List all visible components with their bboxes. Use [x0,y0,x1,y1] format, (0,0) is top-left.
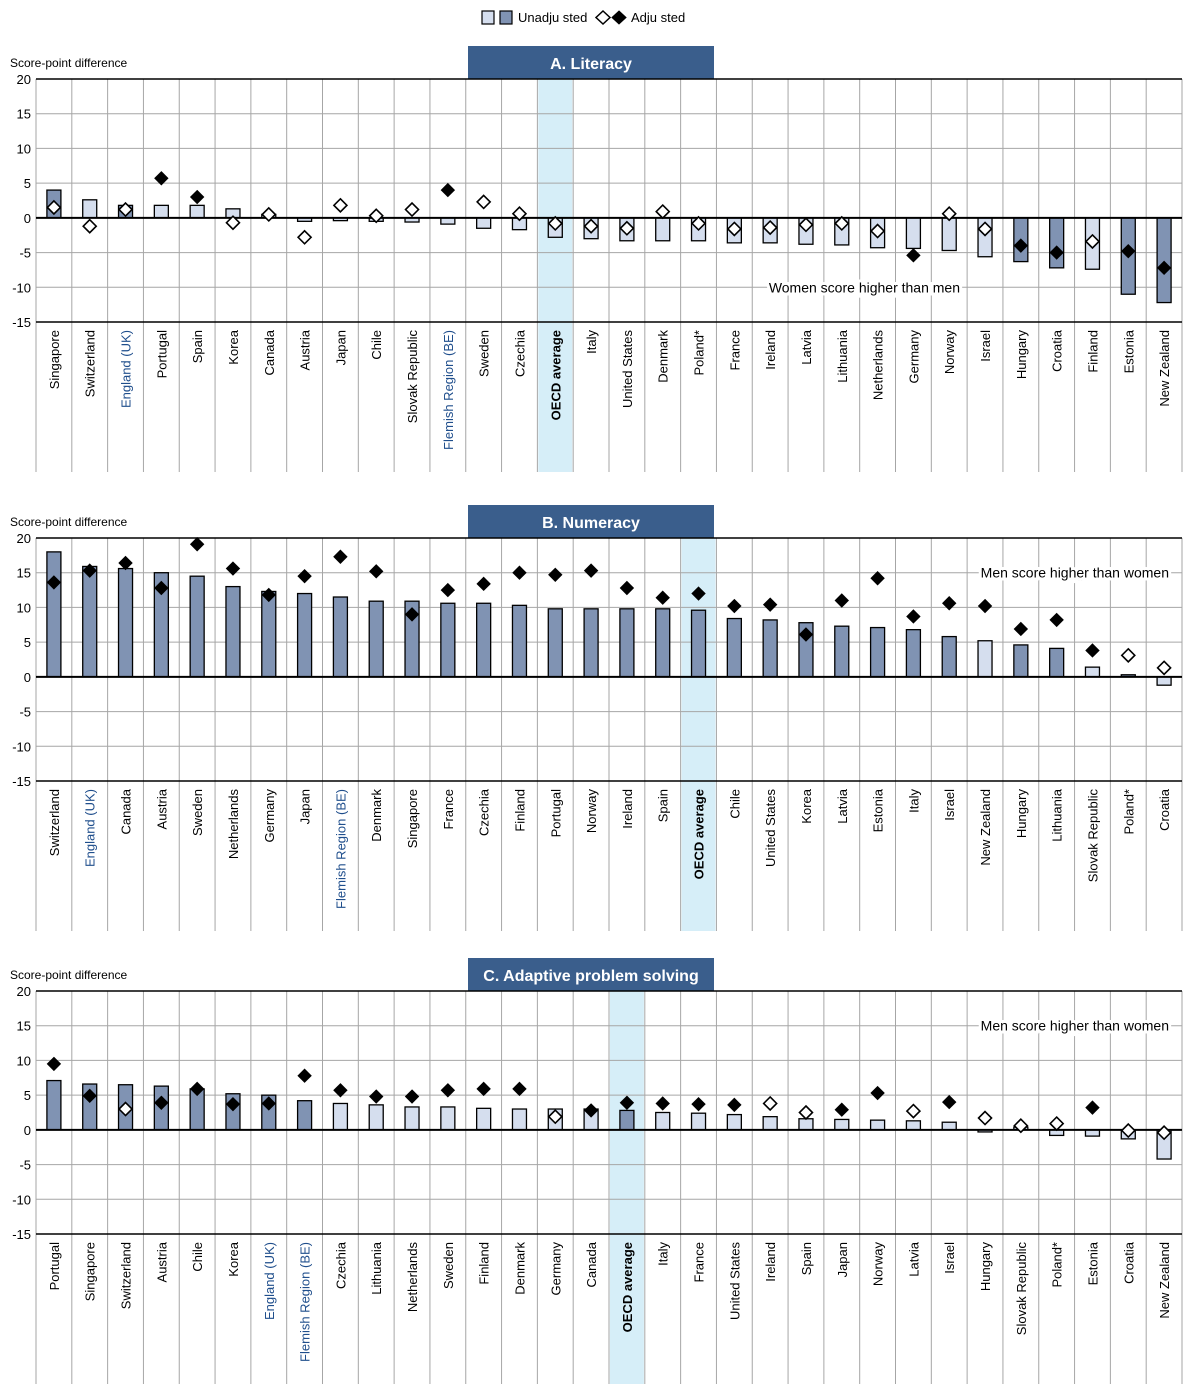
panel-b-category-label: Israel [942,789,958,821]
panel-c-category-label: Sweden [440,1242,456,1289]
panel-b-marker-adjusted-filled [835,594,848,607]
panel-a-bar-unadjusted [154,205,168,217]
panel-c-bar-unadjusted [369,1105,383,1130]
panel-b-category-label: Poland* [1121,789,1137,835]
panel-b-category-label: Croatia [1157,789,1173,831]
panel-a-y-axis-label: Score-point difference [10,56,128,70]
chart-legend [0,4,1186,28]
panel-b-bar-unadjusted [1050,648,1064,676]
panel-a-category-label: OECD average [548,330,564,421]
panel-a-category-label: Austria [297,330,313,371]
panel-c-category-label: Singapore [82,1242,98,1302]
panel-b-y-tick-label: 10 [16,600,31,616]
panel-c-bar-unadjusted [441,1107,455,1130]
panel-a-bar-unadjusted [656,218,670,241]
panel-b-category-label: Spain [655,789,671,823]
panel-b-bar-unadjusted [477,603,491,677]
panel-b-category-label: Estonia [870,789,886,833]
panel-c-category-label: Lithuania [369,1242,385,1295]
panel-b-bar-unadjusted [835,626,849,677]
panel-b-bar-unadjusted [727,619,741,677]
panel-c-marker-adjusted-hollow [907,1105,920,1118]
panel-b-bar-unadjusted [763,620,777,677]
panel-b-category-label: OECD average [691,789,707,880]
panel-c-panel-title: C. Adaptive problem solving [483,968,699,985]
panel-a-y-tick-label: 0 [23,210,31,226]
panel-a-category-label: Portugal [154,330,170,379]
panel-a-y-tick-label: 10 [16,141,31,157]
panel-c-y-tick-label: 0 [23,1122,31,1138]
panel-b-category-label: Finland [512,789,528,832]
panel-a-bar-unadjusted [906,218,920,249]
panel-a-bar-unadjusted [1157,218,1171,303]
panel-c-category-label: Czechia [333,1242,349,1289]
panel-c-bar-unadjusted [298,1101,312,1130]
panel-a-bar-unadjusted [83,200,97,218]
panel-b-bar-unadjusted [226,587,240,677]
panel-c-bar-unadjusted [620,1110,634,1129]
panel-a-annotation-text [769,279,960,295]
panel-a-annotation-before: Women score [768,279,859,296]
panel-c-category-label: New Zealand [1157,1242,1173,1319]
panel-c-category-label: Latvia [906,1242,922,1277]
panel-b-marker-adjusted-filled [585,564,598,577]
panel-b-category-label: United States [763,789,779,868]
panel-b-marker-adjusted-filled [298,570,311,583]
panel-b-bar-unadjusted [978,641,992,677]
panel-a-marker-adjusted-hollow [262,208,275,221]
panel-a-marker-adjusted-hollow [298,231,311,244]
panel-a-annotation-after: than men [897,279,960,296]
panel-b-annotation-text [981,565,1169,581]
panel-c-marker-adjusted-filled [943,1096,956,1109]
panel-b-category-label: Hungary [1013,789,1029,839]
panel-c-category-label: Slovak Republic [1013,1242,1029,1336]
panel-a-category-label: Poland* [691,330,707,376]
panel-a-marker-adjusted-filled [907,249,920,262]
panel-c-marker-adjusted-filled [692,1098,705,1111]
panel-b-bar-unadjusted [1157,677,1171,685]
panel-c-marker-adjusted-filled [406,1090,419,1103]
panel-a-category-label: Italy [584,330,600,354]
panel-c-category-label: OECD average [619,1242,635,1333]
panel-b-category-label: Germany [261,789,277,843]
panel-literacy [0,32,1186,482]
panel-b-category-label: Czechia [476,789,492,836]
panel-b-y-tick-label: 5 [23,635,31,651]
panel-b-bar-unadjusted [584,609,598,677]
panel-c-annotation-after: than women [1088,1017,1169,1034]
panel-b-y-tick-label: -5 [19,704,31,720]
panel-c-bar-unadjusted [763,1117,777,1130]
panel-c-marker-adjusted-filled [513,1082,526,1095]
panel-a-category-label: Spain [190,330,206,364]
panel-b-y-axis-label: Score-point difference [10,515,128,529]
panel-b-bar-unadjusted [298,594,312,677]
panel-b-category-label: Korea [798,789,814,824]
panel-c-annotation-emphasis: higher [1049,1017,1089,1034]
panel-a-panel-title: A. Literacy [550,56,632,73]
panel-a-category-label: Czechia [512,330,528,377]
panel-b-category-label: France [440,789,456,830]
panel-c-category-label: Hungary [978,1242,994,1292]
panel-b-category-label: Switzerland [46,789,62,857]
panel-a-category-label: Germany [906,330,922,384]
panel-c-marker-adjusted-filled [298,1069,311,1082]
panel-a-category-label: Netherlands [870,330,886,401]
panel-c-category-label: Korea [225,1242,241,1277]
panel-c-bar-unadjusted [871,1120,885,1130]
panel-a-category-label: Japan [333,330,349,366]
panel-b-category-label: Canada [118,789,134,835]
panel-b-marker-adjusted-filled [370,565,383,578]
panel-a-category-label: Hungary [1013,330,1029,380]
panel-b-category-label: Sweden [190,789,206,836]
panel-c-bar-unadjusted [727,1115,741,1130]
panel-a-bar-unadjusted [1050,218,1064,268]
panel-a-y-tick-label: 5 [23,176,31,192]
panel-a-marker-adjusted-hollow [83,220,96,233]
panel-c-y-tick-label: 10 [16,1053,31,1069]
panel-c-annotation-before: Men score [980,1017,1050,1034]
panel-b-category-label: Norway [584,789,600,834]
panel-b-category-label: New Zealand [978,789,994,866]
panel-b-bar-unadjusted [262,591,276,676]
panel-b-marker-adjusted-filled [1050,613,1063,626]
panel-a-marker-adjusted-hollow [406,203,419,216]
panel-a-y-tick-label: 20 [16,72,31,87]
panel-b-marker-adjusted-filled [728,600,741,613]
panel-b-bar-unadjusted [942,637,956,677]
legend-hollow-diamond-icon [596,11,610,24]
legend-filled-diamond-icon [612,11,626,24]
panel-a-category-label: Croatia [1049,330,1065,372]
panel-b-category-label: Japan [297,789,313,825]
panel-b-category-label: Denmark [369,789,385,842]
panel-b-bar-unadjusted [83,566,97,676]
panel-a-category-label: United States [619,330,635,409]
panel-c-marker-adjusted-hollow [1050,1117,1063,1130]
panel-c-category-label: France [691,1242,707,1283]
panel-c-category-label: Estonia [1085,1242,1101,1286]
panel-a-category-label: Latvia [798,330,814,365]
panel-c-bar-unadjusted [47,1081,61,1130]
panel-c-category-label: Denmark [512,1242,528,1295]
panel-c-marker-adjusted-hollow [764,1097,777,1110]
panel-b-marker-adjusted-filled [656,591,669,604]
panel-adaptive-problem-solving [0,944,1186,1394]
panel-b-y-tick-label: 15 [16,565,31,581]
legend-adjusted-label: Adju sted [631,10,686,25]
panel-b-bar-unadjusted [548,609,562,677]
panel-a-marker-adjusted-filled [191,191,204,204]
panel-a-category-label: Finland [1085,330,1101,373]
panel-a-category-label: Denmark [655,330,671,383]
panel-b-marker-adjusted-filled [119,556,132,569]
panel-a-y-tick-label: -5 [19,245,31,261]
panel-b-bar-unadjusted [512,605,526,677]
panel-a-marker-adjusted-hollow [656,205,669,218]
panel-b-annotation-emphasis: higher [1049,564,1089,581]
panel-c-bar-unadjusted [333,1103,347,1129]
panel-c-category-label: Canada [584,1242,600,1288]
panel-b-bar-unadjusted [369,601,383,677]
panel-numeracy [0,491,1186,941]
panel-c-category-label: Portugal [46,1242,62,1291]
panel-a-category-label: Switzerland [82,330,98,398]
panel-a-category-label: Chile [369,330,385,360]
panel-a-category-label: Sweden [476,330,492,377]
panel-b-bar-unadjusted [906,630,920,677]
panel-b-annotation-before: Men score [980,564,1050,581]
panel-b-category-label: Latvia [834,789,850,824]
panel-c-y-tick-label: 5 [23,1088,31,1104]
panel-b-bar-unadjusted [692,610,706,677]
panel-b-marker-adjusted-filled [620,581,633,594]
panel-b-bar-unadjusted [1014,645,1028,677]
panel-b-marker-adjusted-hollow [1158,661,1171,674]
panel-c-marker-adjusted-filled [47,1057,60,1070]
panel-a-annotation-emphasis: higher [858,279,898,296]
panel-c-y-tick-label: 15 [16,1018,31,1034]
panel-b-bar-unadjusted [1085,667,1099,677]
panel-a-category-label: Korea [225,330,241,365]
panel-b-category-label: Portugal [548,789,564,838]
panel-c-marker-adjusted-filled [370,1090,383,1103]
panel-a-category-label: Norway [942,330,958,375]
panel-c-y-tick-label: 20 [16,984,31,999]
panel-c-marker-adjusted-filled [835,1103,848,1116]
panel-c-marker-adjusted-filled [871,1087,884,1100]
panel-b-category-label: Lithuania [1049,789,1065,842]
panel-a-category-label: New Zealand [1157,330,1173,407]
panel-b-category-label: Italy [906,789,922,813]
panel-a-y-tick-label: -10 [12,280,31,296]
panel-b-y-tick-label: 0 [23,669,31,685]
panel-c-category-label: Italy [655,1242,671,1266]
panel-a-category-label: Singapore [46,330,62,390]
panel-a-bar-unadjusted [477,218,491,228]
panel-c-category-label: England (UK) [261,1242,277,1321]
panel-b-marker-adjusted-filled [477,577,490,590]
panel-c-category-label: Chile [190,1242,206,1272]
panel-c-y-tick-label: -5 [19,1157,31,1173]
panel-c-y-axis-label: Score-point difference [10,968,128,982]
panel-b-marker-adjusted-filled [979,600,992,613]
panel-b-category-label: Slovak Republic [1085,789,1101,883]
panel-b-category-label: Chile [727,789,743,819]
panel-c-marker-adjusted-hollow [799,1106,812,1119]
panel-a-marker-adjusted-hollow [334,199,347,212]
panel-a-category-label: Slovak Republic [405,330,421,424]
panel-c-marker-adjusted-filled [728,1098,741,1111]
panel-c-category-label: Japan [834,1242,850,1278]
panel-b-bar-unadjusted [333,597,347,677]
panel-c-marker-adjusted-filled [656,1097,669,1110]
panel-c-category-label: Poland* [1049,1242,1065,1288]
panel-b-marker-adjusted-filled [334,550,347,563]
panel-a-y-tick-label: 15 [16,106,31,122]
panel-c-category-label: Ireland [763,1242,779,1282]
panel-c-category-label: Switzerland [118,1242,134,1310]
panel-b-bar-unadjusted [620,609,634,677]
panel-b-category-label: Ireland [619,789,635,829]
panel-b-category-label: Austria [154,789,170,830]
panel-c-category-label: Croatia [1121,1242,1137,1284]
panel-b-marker-adjusted-filled [871,572,884,585]
panel-a-category-label: England (UK) [118,330,134,409]
panel-b-marker-adjusted-filled [441,584,454,597]
legend-swatch-nonsignificant [482,11,494,24]
panel-c-category-label: Spain [798,1242,814,1276]
panel-a-category-label: Lithuania [834,330,850,383]
panel-b-y-tick-label: 20 [16,531,31,546]
panel-a-marker-adjusted-filled [441,184,454,197]
panel-c-bar-unadjusted [942,1122,956,1130]
panel-c-y-tick-label: -10 [12,1192,31,1208]
panel-b-marker-adjusted-filled [1086,644,1099,657]
panel-b-panel-title: B. Numeracy [542,515,640,532]
panel-c-y-tick-label: -15 [12,1227,31,1242]
panel-c-bar-unadjusted [656,1113,670,1130]
panel-c-bar-unadjusted [835,1119,849,1129]
panel-b-category-label: England (UK) [82,789,98,868]
panel-b-category-label: Singapore [405,789,421,849]
panel-a-category-label: Ireland [763,330,779,370]
panel-c-category-label: Flemish Region (BE) [297,1242,313,1362]
panel-c-bar-unadjusted [512,1109,526,1130]
panel-c-bar-unadjusted [906,1121,920,1130]
panel-a-category-label: Israel [978,330,994,362]
panel-b-marker-adjusted-filled [1014,622,1027,635]
panel-c-marker-adjusted-filled [477,1082,490,1095]
panel-b-bar-unadjusted [119,569,133,677]
panel-b-marker-adjusted-filled [549,568,562,581]
panel-a-category-label: France [727,330,743,371]
panel-b-marker-adjusted-hollow [1122,649,1135,662]
panel-c-category-label: Germany [548,1242,564,1296]
panel-a-category-label: Estonia [1121,330,1137,374]
panel-a-category-label: Flemish Region (BE) [440,330,456,450]
panel-b-y-tick-label: -15 [12,774,31,789]
panel-a-bar-unadjusted [942,218,956,251]
legend-swatch-significant [500,11,512,24]
panel-c-category-label: Israel [942,1242,958,1274]
panel-b-marker-adjusted-filled [764,598,777,611]
panel-c-annotation-text [981,1018,1169,1034]
panel-a-category-label: Canada [261,330,277,376]
panel-c-category-label: Norway [870,1242,886,1287]
panel-b-bar-unadjusted [656,609,670,677]
legend-unadjusted-label: Unadju sted [518,10,588,25]
panel-b-bar-unadjusted [871,628,885,677]
panel-c-marker-adjusted-filled [1086,1101,1099,1114]
panel-c-category-label: Finland [476,1242,492,1285]
panel-c-bar-unadjusted [477,1108,491,1130]
panel-b-marker-adjusted-filled [907,610,920,623]
panel-c-category-label: United States [727,1242,743,1321]
panel-c-bar-unadjusted [692,1113,706,1130]
panel-b-category-label: Netherlands [225,789,241,860]
panel-a-y-tick-label: -15 [12,315,31,330]
panel-b-category-label: Flemish Region (BE) [333,789,349,909]
panel-b-bar-unadjusted [441,603,455,677]
panel-b-annotation-after: than women [1088,564,1169,581]
panel-c-bar-unadjusted [405,1107,419,1130]
panel-b-y-tick-label: -10 [12,739,31,755]
panel-b-bar-unadjusted [190,576,204,677]
panel-a-bar-unadjusted [190,205,204,217]
panel-c-bar-unadjusted [799,1119,813,1130]
panel-c-category-label: Austria [154,1242,170,1283]
panel-b-marker-adjusted-filled [513,566,526,579]
panel-a-marker-adjusted-hollow [477,195,490,208]
panel-c-category-label: Netherlands [405,1242,421,1313]
panel-b-bar-unadjusted [47,552,61,677]
panel-c-marker-adjusted-hollow [979,1112,992,1125]
panel-b-marker-adjusted-filled [191,538,204,551]
